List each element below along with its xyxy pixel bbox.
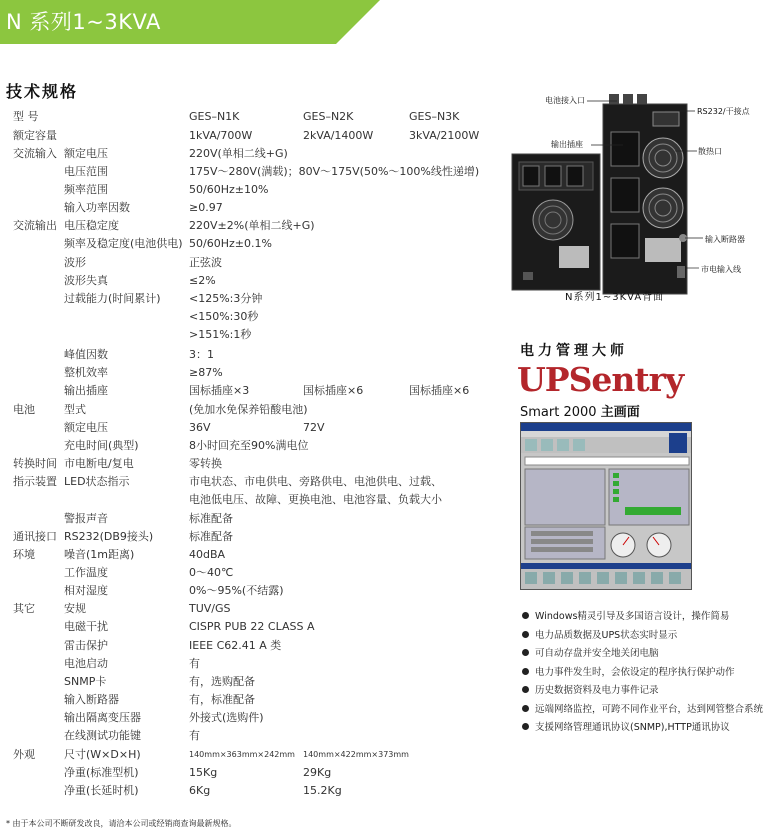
feature-text: 可自动存盘并安全地关闭电脑 — [535, 648, 659, 659]
feature-item — [522, 719, 730, 733]
spec-cell-c0: 外观 — [13, 748, 35, 761]
callout-output-socket: 输出插座 — [551, 140, 583, 149]
spec-cell-c1: 雷击保护 — [64, 639, 108, 652]
spec-cell-c1: 市电断电/复电 — [64, 457, 134, 470]
ups-subtitle — [520, 401, 640, 420]
back-panel-caption: N系列1~3KVA背面 — [565, 292, 665, 303]
spec-cell-c0: 环境 — [13, 548, 35, 561]
feature-text: 远端网络监控，可跨不同作业平台，达到网管整合系统 — [535, 703, 764, 715]
spec-cell-c1: 电压稳定度 — [64, 219, 119, 232]
spec-cell-c2: 3：1 — [189, 348, 214, 361]
callout-fan: 散热口 — [698, 147, 722, 156]
spec-cell-c2: 有，标准配备 — [189, 693, 255, 706]
feature-text: 支援网络管理通讯协议(SNMP),HTTP通讯协议 — [535, 722, 730, 733]
spec-cell-c4: 国标插座×6 — [409, 384, 470, 397]
software-screenshot — [520, 422, 692, 590]
spec-cell-c1: 在线测试功能键 — [64, 729, 141, 742]
callout-battery-input: 电池接入口 — [545, 96, 585, 105]
spec-cell-c2: 有 — [189, 729, 200, 742]
feature-text: 电力品质数据及UPS状态实时显示 — [535, 629, 678, 641]
spec-cell-c2: 正弦波 — [189, 256, 222, 269]
spec-cell-c2: 有，选购配备 — [189, 675, 255, 688]
spec-cell-c1: 充电时间(典型) — [64, 439, 139, 452]
spec-cell-c1: 安规 — [64, 602, 86, 615]
spec-cell-c1: 额定电压 — [64, 147, 108, 160]
feature-item — [522, 682, 659, 696]
callout-breaker: 输入断路器 — [705, 235, 745, 244]
spec-cell-c2: 40dBA — [189, 548, 226, 561]
spec-cell-c0: 指示装置 — [13, 475, 57, 488]
callout-rs232: RS232/干接点 — [697, 107, 750, 116]
spec-cell-c2: 50/60Hz±0.1% — [189, 237, 272, 250]
spec-cell-c1: 电压范围 — [64, 165, 108, 178]
spec-cell-c2: GES–N1K — [189, 110, 240, 123]
spec-cell-c3: 国标插座×6 — [303, 384, 364, 397]
spec-cell-c1: 相对湿度 — [64, 584, 108, 597]
spec-cell-c1: 电池启动 — [64, 657, 108, 670]
feature-item — [522, 701, 763, 715]
spec-cell-c1: 输入功率因数 — [64, 201, 130, 214]
spec-cell-c2: ≥87% — [189, 366, 223, 379]
bullet-icon — [522, 686, 529, 693]
ups-subtitle-plain: Smart 2000 — [520, 405, 601, 420]
bullet-icon — [522, 705, 529, 712]
ups-subtitle-bold: 主画面 — [600, 405, 640, 420]
spec-cell-c1: 频率范围 — [64, 183, 108, 196]
spec-cell-c2: 标准配备 — [189, 512, 233, 525]
spec-cell-c4: GES–N3K — [409, 110, 460, 123]
spec-cell-c1: 整机效率 — [64, 366, 108, 379]
spec-cell-c2: 标准配备 — [189, 530, 233, 543]
spec-cell-c2: 36V — [189, 421, 211, 434]
spec-cell-c1: 工作温度 — [64, 566, 108, 579]
spec-cell-c2: 0～40℃ — [189, 566, 234, 579]
header-banner — [0, 0, 380, 44]
feature-item — [522, 627, 677, 641]
bullet-icon — [522, 649, 529, 656]
spec-cell-c3: 29Kg — [303, 766, 332, 779]
spec-cell-c1: 型式 — [64, 403, 86, 416]
spec-cell-c2: TUV/GS — [189, 602, 231, 615]
spec-cell-c2: ≥0.97 — [189, 201, 223, 214]
spec-cell-c0: 电池 — [13, 403, 35, 416]
footnote: * 由于本公司不断研发改良，请洽本公司或经销商查询最新规格。 — [6, 819, 237, 828]
spec-cell-c2: 15Kg — [189, 766, 218, 779]
spec-cell-c2: 电池低电压、故障、更换电池、电池容量、负载大小 — [189, 493, 442, 506]
spec-cell-c1: 额定电压 — [64, 421, 108, 434]
spec-cell-c1: 输入断路器 — [64, 693, 119, 706]
spec-cell-c1: 净重(标准型机) — [64, 766, 139, 779]
spec-cell-c1: RS232(DB9接头) — [64, 530, 154, 543]
spec-cell-c2: 0%～95%(不结露) — [189, 584, 284, 597]
spec-cell-c1: 尺寸(W×D×H) — [64, 748, 141, 761]
spec-cell-c0: 转换时间 — [13, 457, 57, 470]
bullet-icon — [522, 668, 529, 675]
spec-cell-c1: 净重(长延时机) — [64, 784, 139, 797]
spec-cell-c1: SNMP卡 — [64, 675, 107, 688]
spec-cell-c0: 交流输出 — [13, 219, 57, 232]
spec-cell-c1: 过载能力(时间累计) — [64, 292, 161, 305]
spec-cell-c1: 频率及稳定度(电池供电) — [64, 237, 183, 250]
spec-cell-c1: 输出隔离变压器 — [64, 711, 141, 724]
bullet-icon — [522, 612, 529, 619]
spec-cell-c1: 峰值因数 — [64, 348, 108, 361]
spec-cell-c2: <150%:30秒 — [189, 310, 259, 323]
spec-cell-c2: IEEE C62.41 A 类 — [189, 639, 282, 652]
spec-cell-c2: 有 — [189, 657, 200, 670]
spec-cell-c2: 220V±2%(单相二线+G) — [189, 219, 315, 232]
spec-cell-c4: 3kVA/2100W — [409, 129, 480, 142]
spec-cell-c2: 市电状态、市电供电、旁路供电、电池供电、过载、 — [189, 475, 442, 488]
spec-cell-c2: 50/60Hz±10% — [189, 183, 269, 196]
banner-title: N 系列1~3KVA — [6, 10, 161, 34]
spec-cell-c2: 1kVA/700W — [189, 129, 253, 142]
ups-heading: 电力管理大师 — [520, 343, 628, 359]
spec-cell-c2: (免加水免保养铅酸电池) — [189, 403, 308, 416]
spec-cell-c1: 波形失真 — [64, 274, 108, 287]
section-title: 技术规格 — [6, 82, 79, 101]
spec-cell-c2: ≤2% — [189, 274, 216, 287]
spec-cell-c1: LED状态指示 — [64, 475, 130, 488]
spec-cell-c0: 其它 — [13, 602, 35, 615]
spec-cell-c3: 2kVA/1400W — [303, 129, 374, 142]
spec-cell-c0: 通讯接口 — [13, 530, 57, 543]
bullet-icon — [522, 723, 529, 730]
spec-cell-c3: GES–N2K — [303, 110, 354, 123]
callout-mains: 市电输入线 — [701, 265, 741, 274]
feature-item — [522, 608, 729, 622]
feature-text: 电力事件发生时，会依设定的程序执行保护动作 — [535, 666, 735, 678]
feature-item — [522, 664, 735, 678]
spec-cell-c0: 额定容量 — [13, 129, 57, 142]
spec-cell-c3: 140mm×422mm×373mm — [303, 750, 409, 759]
spec-cell-c2: 国标插座×3 — [189, 384, 250, 397]
spec-cell-c2: 175V～280V(满载)；80V～175V(50%～100%线性递增) — [189, 165, 480, 178]
spec-cell-c2: 140mm×363mm×242mm — [189, 750, 295, 759]
feature-text: 历史数据资料及电力事件记录 — [535, 685, 659, 696]
spec-cell-c3: 72V — [303, 421, 325, 434]
spec-cell-c2: 6Kg — [189, 784, 211, 797]
spec-cell-c2: 零转换 — [189, 457, 222, 470]
spec-cell-c2: CISPR PUB 22 CLASS A — [189, 620, 315, 633]
spec-cell-c2: 外接式(选购件) — [189, 711, 264, 724]
feature-text: Windows精灵引导及多国语言设计，操作简易 — [535, 611, 730, 622]
spec-cell-c2: 8小时回充至90%满电位 — [189, 439, 309, 452]
spec-cell-c0: 交流输入 — [13, 147, 57, 160]
back-panel-photo — [505, 88, 777, 303]
spec-cell-c2: 220V(单相二线+G) — [189, 147, 288, 160]
feature-item — [522, 645, 659, 659]
spec-cell-c1: 警报声音 — [64, 512, 108, 525]
bullet-icon — [522, 631, 529, 638]
upsentry-logo: UPSentry — [517, 360, 684, 399]
spec-cell-c1: 噪音(1m距离) — [64, 548, 135, 561]
spec-cell-c0: 型 号 — [13, 110, 39, 123]
spec-cell-c3: 15.2Kg — [303, 784, 342, 797]
spec-cell-c2: >151%:1秒 — [189, 328, 252, 341]
spec-cell-c2: <125%:3分钟 — [189, 292, 263, 305]
spec-cell-c1: 电磁干扰 — [64, 620, 108, 633]
spec-cell-c1: 输出插座 — [64, 384, 108, 397]
spec-cell-c1: 波形 — [64, 256, 86, 269]
